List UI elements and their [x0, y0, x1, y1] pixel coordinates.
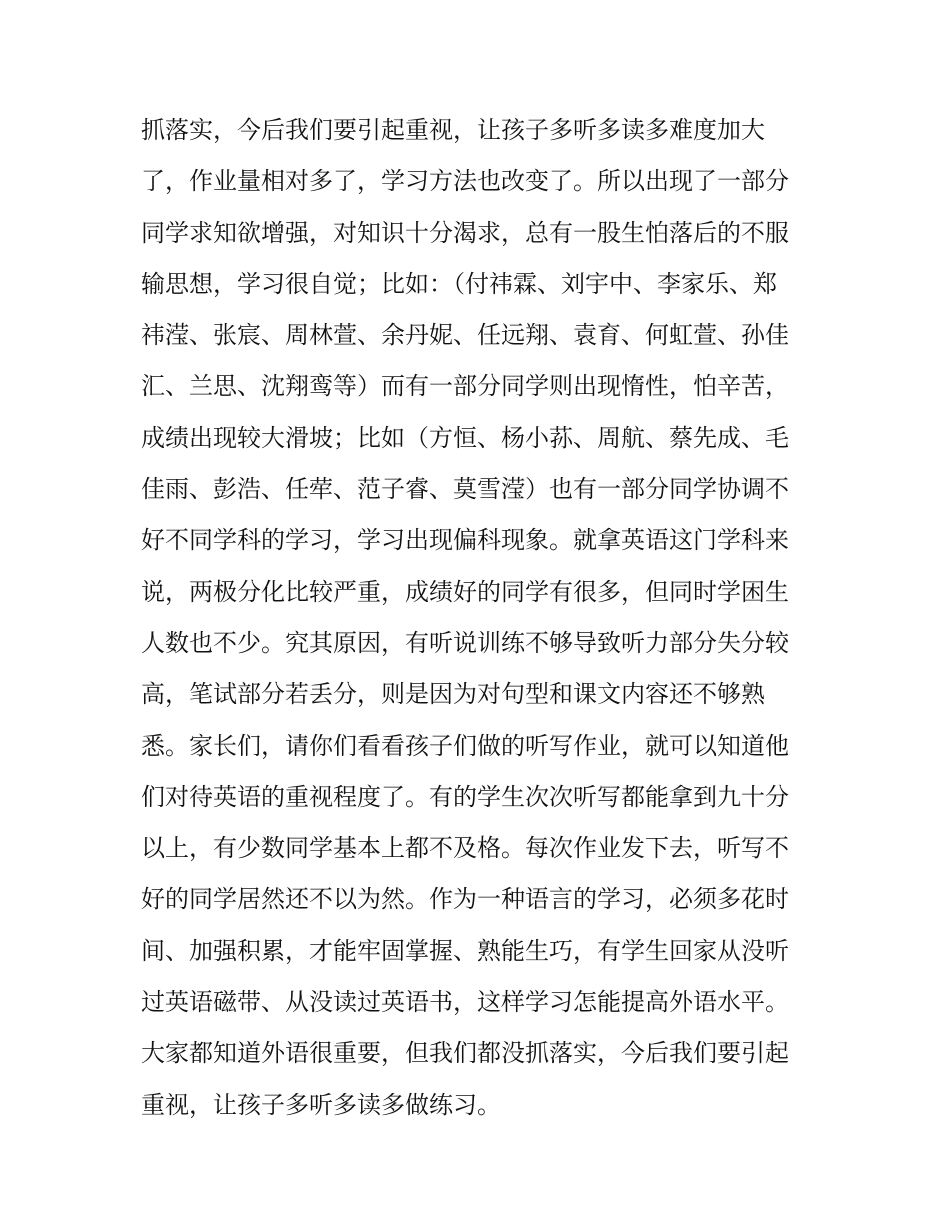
text-line-8: 佳雨、彭浩、任荦、范子睿、莫雪滢）也有一部分同学协调不 [141, 475, 789, 504]
text-line-1: 抓落实，今后我们要引起重视，让孩子多听多读多难度加大 [141, 116, 765, 144]
text-line-15: 以上，有少数同学基本上都不及格。每次作业发下去，听写不 [141, 834, 789, 863]
text-line-19: 大家都知道外语很重要，但我们都没抓落实，今后我们要引起 [141, 1039, 789, 1068]
text-line-3: 同学求知欲增强，对知识十分渴求，总有一股生怕落后的不服 [141, 218, 789, 247]
text-line-6: 汇、兰思、沈翔鸾等）而有一部分同学则出现惰性，怕辛苦， [141, 372, 789, 401]
text-line-13: 悉。家长们，请你们看看孩子们做的听写作业，就可以知道他 [141, 731, 789, 760]
text-line-5: 祎滢、张宸、周林萱、余丹妮、任远翔、袁育、何虹萱、孙佳 [141, 321, 789, 350]
text-line-4: 输思想，学习很自觉；比如：（付祎霖、刘宇中、李家乐、郑 [141, 269, 777, 298]
text-line-7: 成绩出现较大滑坡；比如（方恒、杨小荪、周航、蔡先成、毛 [141, 423, 789, 452]
text-line-18: 过英语磁带、从没读过英语书，这样学习怎能提高外语水平。 [141, 988, 789, 1017]
text-line-17: 间、加强积累，才能牢固掌握、熟能生巧，有学生回家从没听 [141, 936, 789, 965]
text-line-12: 高，笔试部分若丢分，则是因为对句型和课文内容还不够熟 [141, 680, 765, 709]
text-line-10: 说，两极分化比较严重，成绩好的同学有很多，但同时学困生 [141, 577, 789, 606]
body-text [141, 105, 831, 1131]
text-line-20: 重视，让孩子多听多读多做练习。 [141, 1090, 501, 1119]
text-line-16: 好的同学居然还不以为然。作为一种语言的学习，必须多花时 [141, 885, 789, 914]
text-line-9: 好不同学科的学习，学习出现偏科现象。就拿英语这门学科来 [141, 526, 789, 555]
text-line-14: 们对待英语的重视程度了。有的学生次次听写都能拿到九十分 [141, 782, 789, 811]
text-line-2: 了，作业量相对多了，学习方法也改变了。所以出现了一部分 [141, 167, 789, 196]
text-line-11: 人数也不少。究其原因，有听说训练不够导致听力部分失分较 [141, 628, 789, 657]
